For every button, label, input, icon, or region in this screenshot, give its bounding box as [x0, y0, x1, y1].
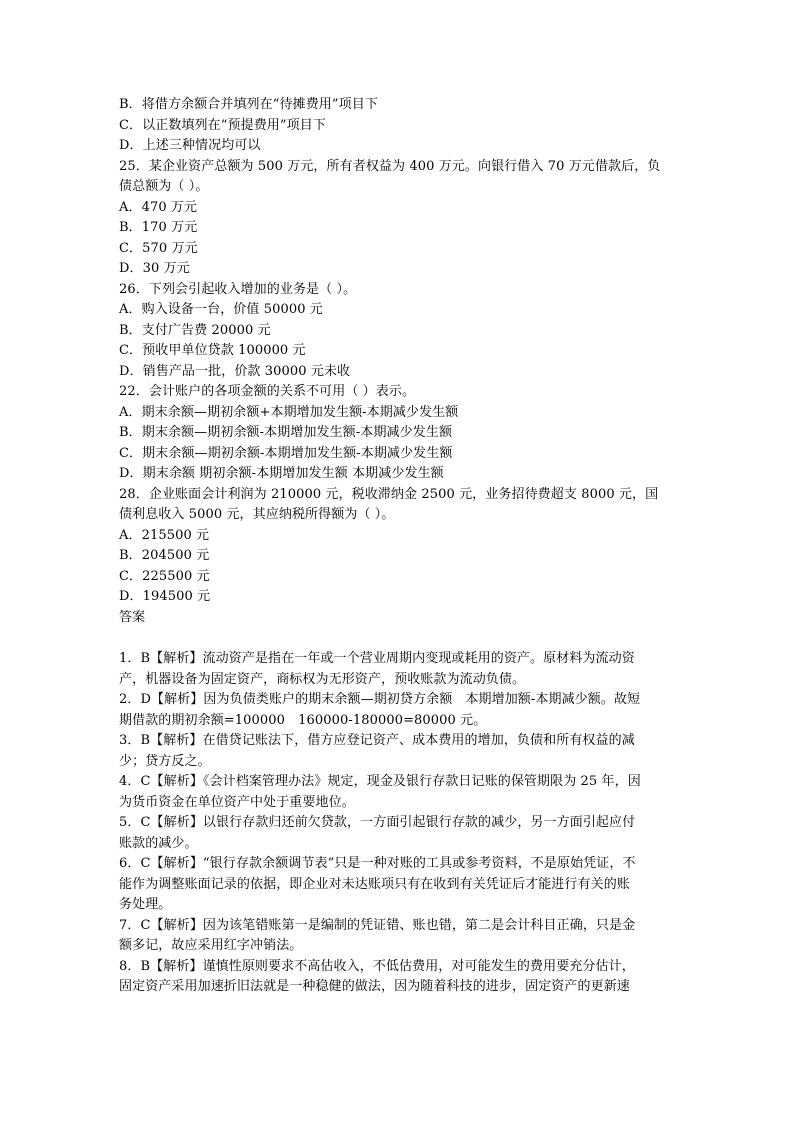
answer-block-8	[119, 957, 679, 998]
answer-block-1	[119, 649, 679, 690]
answer-block-6	[119, 854, 679, 916]
answer-line: 额多记，故应采用红字冲销法。	[119, 938, 303, 953]
answer-line: 少；贷方反之。	[119, 753, 211, 769]
answers-heading: 答案	[119, 609, 146, 625]
answer-block-3	[119, 731, 679, 772]
answer-block-4	[119, 772, 679, 813]
answer-line: 务处理。	[119, 897, 172, 912]
option-line: D．销售产品一批，价款 30000 元未收	[119, 363, 351, 379]
option-line: B．将借方余额合并填列在“待摊费用”项目下	[119, 97, 378, 112]
answer-line: 8．B【解析】谨慎性原则要求不高估收入，不低估费用，对可能发生的费用要充分估计，	[119, 958, 635, 974]
option-line: D．30 万元	[119, 261, 190, 276]
document-body	[119, 95, 679, 998]
question-block-28	[119, 485, 679, 608]
option-line: B．204500 元	[119, 548, 210, 563]
option-line: A．期末余额—期初余额+本期增加发生额-本期减少发生额	[119, 404, 459, 420]
option-line: A．215500 元	[119, 527, 210, 543]
question-block-22	[119, 382, 679, 485]
question-stem: 28．企业账面会计利润为 210000 元，税收滞纳金 2500 元，业务招待费超支 8000 元，国	[119, 486, 659, 502]
answer-line: 3．B【解析】在借贷记账法下，借方应登记资产、成本费用的增加，负债和所有权益的减	[119, 733, 635, 748]
answer-line: 产，机器设备为固定资产，商标权为无形资产，预收账款为流动负债。	[119, 671, 526, 687]
answer-line: 账款的减少。	[119, 835, 198, 851]
answer-line: 期借款的期初余额=100000 160000-180000=80000 元。	[119, 712, 487, 728]
option-line: D．期末余额 期初余额-本期增加发生额 本期减少发生额	[119, 466, 444, 481]
question-block-24-continued	[119, 95, 679, 157]
option-line: A．购入设备一台，价值 50000 元	[119, 302, 323, 317]
option-line: C．预收甲单位贷款 100000 元	[119, 343, 306, 358]
answer-line: 固定资产采用加速折旧法就是一种稳健的做法，因为随着科技的进步，固定资产的更新速	[119, 979, 630, 994]
option-line: A．470 万元	[119, 199, 198, 215]
answer-line: 为货币资金在单位资产中处于重要地位。	[119, 794, 355, 810]
option-line: C．期末余额—期初余额-本期增加发生额-本期减少发生额	[119, 445, 453, 461]
answer-block-2	[119, 690, 679, 731]
blank-line	[119, 628, 679, 649]
answer-line: 1．B【解析】流动资产是指在一年或一个营业周期内变现或耗用的资产。原材料为流动资	[119, 651, 635, 666]
answer-line: 4．C【解析】《会计档案管理办法》规定，现金及银行存款日记账的保管期限为 25 年，因	[119, 774, 641, 789]
option-line: C．225500 元	[119, 568, 210, 584]
answer-block-7	[119, 916, 679, 957]
answer-line: 能作为调整账面记录的依据，即企业对未达账项只有在收到有关凭证后才能进行有关的账	[119, 876, 630, 892]
question-stem: 22．会计账户的各项金额的关系不可用（ ）表示。	[119, 384, 416, 399]
option-line: D．上述三种情况均可以	[119, 138, 261, 153]
option-line: B．170 万元	[119, 220, 198, 235]
answer-line: 6．C【解析】“银行存款余额调节表”只是一种对账的工具或参考资料，不是原始凭证，不	[119, 856, 636, 871]
question-stem: 25．某企业资产总额为 500 万元，所有者权益为 400 万元。向银行借入 70 万元借款后，负	[119, 158, 661, 174]
option-line: B．支付广告费 20000 元	[119, 322, 271, 338]
question-stem: 债利息收入 5000 元，其应纳税所得额为（ ）。	[119, 507, 395, 522]
answer-block-5	[119, 813, 679, 854]
answer-line: 5．C【解析】以银行存款归还前欠贷款，一方面引起银行存款的减少，另一方面引起应付	[119, 815, 636, 830]
option-line: C．570 万元	[119, 240, 198, 256]
option-line: D．194500 元	[119, 589, 211, 604]
question-block-25	[119, 157, 679, 280]
answer-line: 7．C【解析】因为该笔错账第一是编制的凭证错、账也错，第二是会计科目正确，只是金	[119, 917, 636, 933]
question-stem: 26．下列会引起收入增加的业务是（ ）。	[119, 281, 357, 297]
question-stem: 债总额为（ ）。	[119, 179, 209, 194]
option-line: B．期末余额—期初余额-本期增加发生额-本期减少发生额	[119, 425, 453, 440]
option-line: C．以正数填列在“预提费用”项目下	[119, 117, 326, 133]
question-block-26	[119, 280, 679, 383]
answer-line: 2．D【解析】因为负债类账户的期末余额—期初贷方余额 本期增加额-本期减少额。故短	[119, 692, 641, 707]
